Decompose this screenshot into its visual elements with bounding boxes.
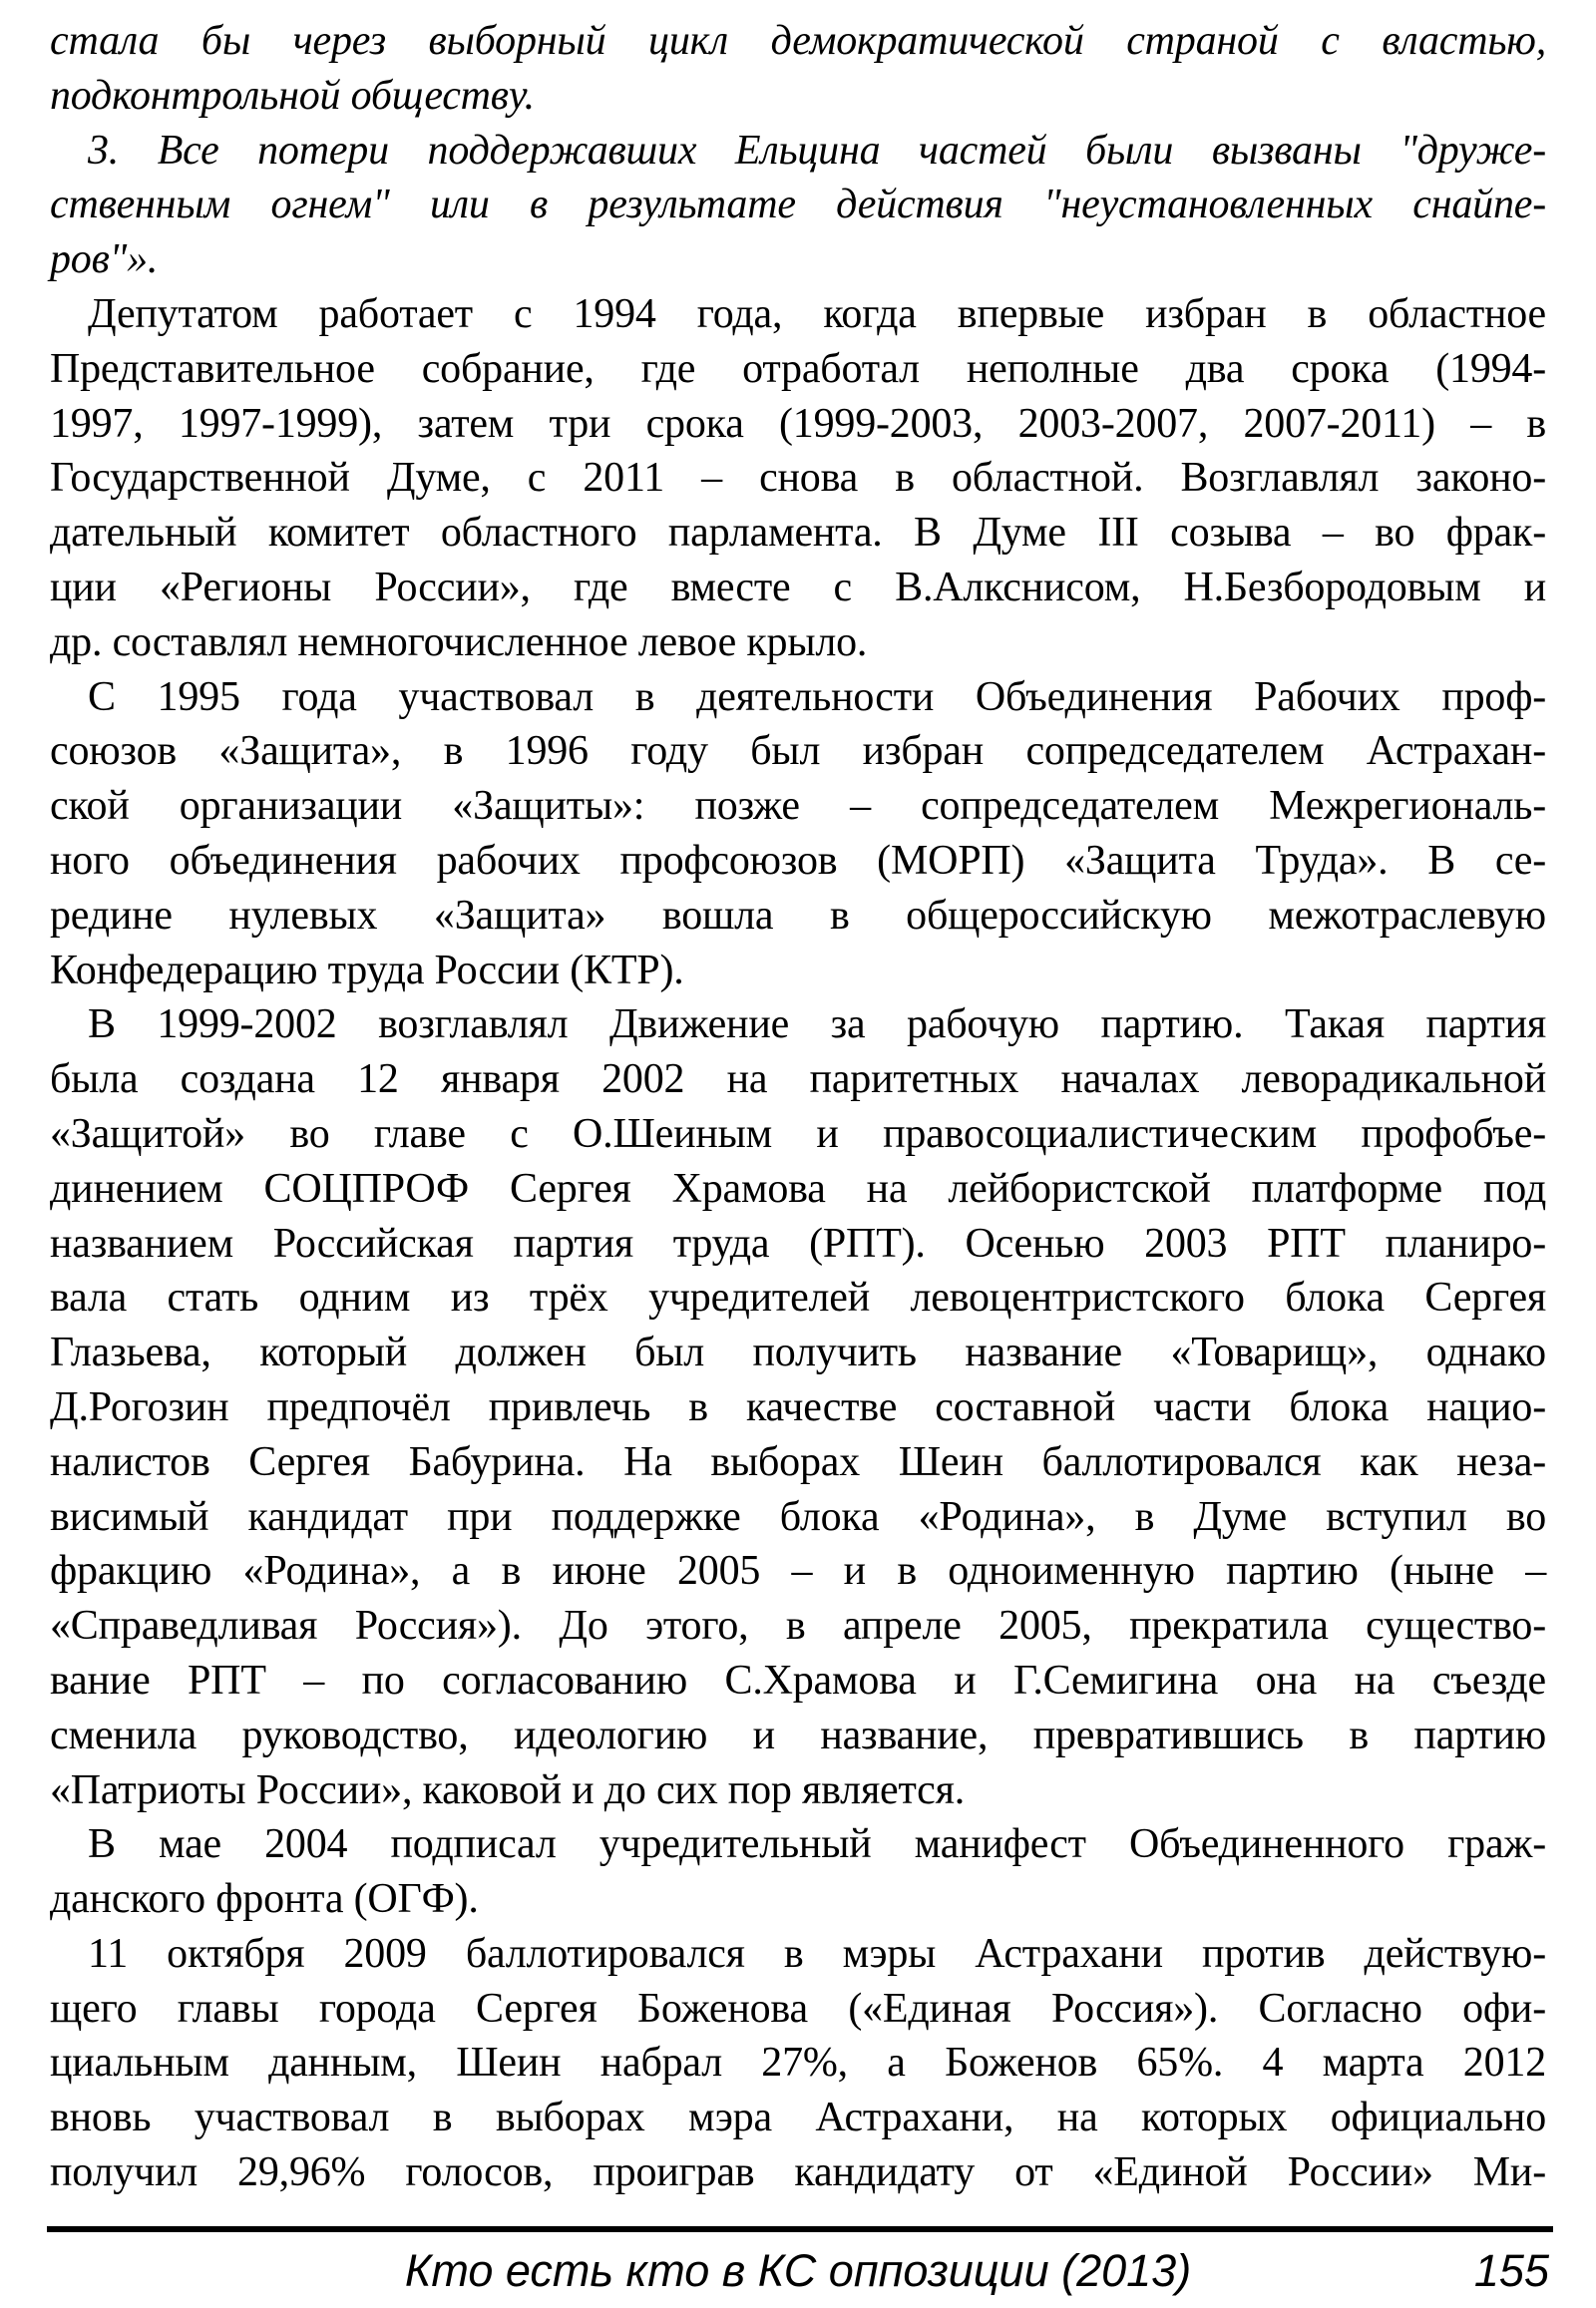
text-line: 3. Все потери поддержавших Ельцина частей были вызваны "друже- <box>88 127 1546 174</box>
text-line: щего главы города Сергея Боженова («Единая Россия»). Согласно офи- <box>50 1985 1546 2032</box>
paragraph <box>50 670 1546 998</box>
text-line: стала бы через выборный цикл демократической страной с властью, <box>50 18 1546 64</box>
text-line: висимый кандидат при поддержке блока «Родина», в Думе вступил во <box>50 1493 1546 1540</box>
paragraph <box>50 1817 1546 1927</box>
text-line: подконтрольной обществу. <box>50 72 535 119</box>
text-line: ции «Регионы России», где вместе с В.Алкснисом, Н.Безбородовым и <box>50 564 1546 610</box>
text-line: циальным данным, Шеин набрал 27%, а Боженов 65%. 4 марта 2012 <box>50 2040 1546 2087</box>
text-line: ров"». <box>50 236 159 283</box>
text-line: ного объединения рабочих профсоюзов (МОРП) «Защита Труда». В се- <box>50 837 1546 884</box>
text-line: вала стать одним из трёх учредителей левоцентристского блока Сергея <box>50 1275 1546 1322</box>
text-line: «Защитой» во главе с О.Шеиным и правосоциалистическим профобъе- <box>50 1110 1546 1157</box>
text-line: ской организации «Защиты»: позже – сопредседателем Межрегиональ- <box>50 783 1546 830</box>
text-line: 1997, 1997-1999), затем три срока (1999-2003, 2003-2007, 2007-2011) – в <box>50 400 1546 447</box>
text-line: Конфедерацию труда России (КТР). <box>50 947 684 993</box>
text-line: В мае 2004 подписал учредительный манифест Объединенного граж- <box>88 1821 1546 1868</box>
text-line: динением СОЦПРОФ Сергея Храмова на лейбористской платформе под <box>50 1165 1546 1212</box>
paragraph <box>50 287 1546 670</box>
paragraph <box>50 14 1546 124</box>
text-line: была создана 12 января 2002 на паритетных началах леворадикальной <box>50 1056 1546 1103</box>
text-line: названием Российская партия труда (РПТ). Осенью 2003 РПТ планиро- <box>50 1220 1546 1267</box>
text-line: получил 29,96% голосов, проиграв кандидату от «Единой России» Ми- <box>50 2149 1546 2196</box>
text-line: Представительное собрание, где отработал неполные два срока (1994- <box>50 345 1546 392</box>
paragraph <box>50 1927 1546 2200</box>
text-line: вание РПТ – по согласованию С.Храмова и Г.Семигина она на съезде <box>50 1657 1546 1704</box>
text-line: дательный комитет областного парламента. В Думе III созыва – во фрак- <box>50 510 1546 557</box>
text-line: Д.Рогозин предпочёл привлечь в качестве составной части блока нацио- <box>50 1383 1546 1430</box>
text-line: «Справедливая Россия»). До этого, в апреле 2005, прекратила существо- <box>50 1603 1546 1650</box>
footer-title: Кто есть кто в КС оппозиции (2013) <box>404 2245 1192 2296</box>
text-line: союзов «Защита», в 1996 году был избран сопредседателем Астрахан- <box>50 728 1546 775</box>
text-line: 11 октября 2009 баллотировался в мэры Астрахани против действую- <box>88 1930 1546 1977</box>
footer-row <box>0 2240 1596 2302</box>
page-number: 155 <box>1473 2245 1549 2296</box>
text-line: Депутатом работает с 1994 года, когда впервые избран в областное <box>88 290 1546 337</box>
text-line: «Патриоты России», каковой и до сих пор является. <box>50 1766 966 1813</box>
text-line: Глазьева, который должен был получить название «Товарищ», однако <box>50 1330 1546 1376</box>
text-line: Государственной Думе, с 2011 – снова в областной. Возглавлял законо- <box>50 455 1546 502</box>
text-line: В 1999-2002 возглавлял Движение за рабочую партию. Такая партия <box>88 1001 1546 1048</box>
body-text <box>50 14 1546 2200</box>
paragraph <box>50 124 1546 287</box>
text-line: др. составлял немногочисленное левое крыло. <box>50 618 868 665</box>
text-line: С 1995 года участвовал в деятельности Объединения Рабочих проф- <box>88 673 1546 720</box>
text-line: налистов Сергея Бабурина. На выборах Шеин баллотировался как неза- <box>50 1438 1546 1485</box>
paragraph <box>50 997 1546 1817</box>
text-line: данского фронта (ОГФ). <box>50 1876 479 1923</box>
text-line: ственным огнем" или в результате действия "неустановленных снайпе- <box>50 182 1546 228</box>
text-line: сменила руководство, идеологию и название, превратившись в партию <box>50 1712 1546 1758</box>
text-line: вновь участвовал в выборах мэра Астрахани, на которых официально <box>50 2095 1546 2141</box>
text-line: редине нулевых «Защита» вошла в общероссийскую межотраслевую <box>50 892 1546 939</box>
text-line: фракцию «Родина», а в июне 2005 – и в одноименную партию (ныне – <box>50 1548 1546 1595</box>
footer-rule <box>47 2226 1553 2232</box>
